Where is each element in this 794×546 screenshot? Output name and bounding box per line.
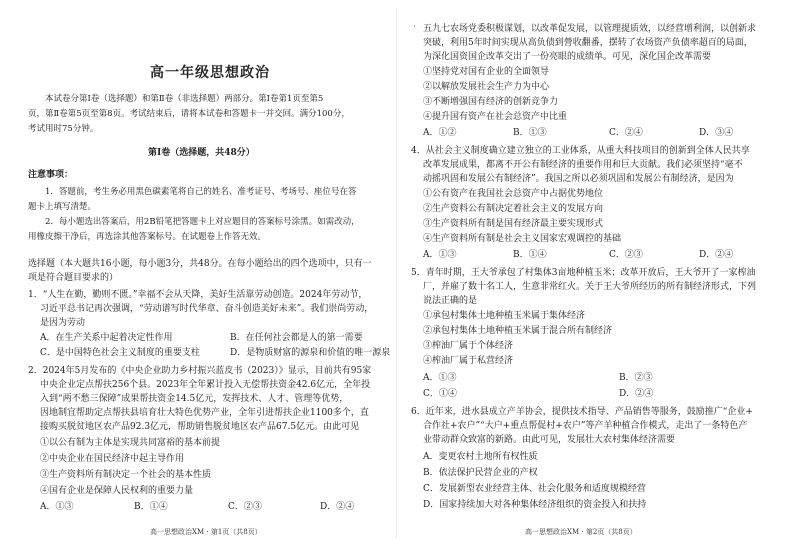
q2-item-4: ④国有企业是保障人民权利的重要力量 <box>40 486 194 496</box>
q3-item-4: ④提升国有资产在社会总资产中比重 <box>423 112 568 122</box>
q6-option-b: B．依法保护民营企业的产权 <box>423 468 538 478</box>
q4-option-d: D．②④ <box>699 250 734 260</box>
q5-option-b: B．②③ <box>619 373 653 383</box>
q2-line-2: 中央企业定点帮扶256个县。2023年全年累计投入无偿帮扶资金42.6亿元，全年投 <box>40 380 371 390</box>
q2-line-5: 接购买脱贫地区农产品92.3亿元，帮助销售脱贫地区农产品67.5亿元。由此可见 <box>40 422 360 432</box>
q6-line-1: 6．近年来，进水县成立产羊协会，提供技术指导、产品销售等服务，鼓励推广“企业+ <box>411 407 753 417</box>
continuation-dot: · <box>413 22 416 32</box>
intro-line-2: 页，第Ⅱ卷第5页至第8页。考试结束后，请将本试卷和答题卡一并交回。满分100分， <box>28 109 350 119</box>
q4-item-3: ③生产资料所有制是国有经济最主要实现形式 <box>423 219 604 229</box>
q6-option-a: A．变更农村土地所有权性质 <box>423 452 538 462</box>
q4-option-c: C．②③ <box>609 250 643 260</box>
choice-intro-1: 选择题（本大题共16小题，每小题3分，共48分。在每小题给出的四个选项中，只有一 <box>28 259 372 269</box>
q4-line-3: 动摇巩固和发展公有制经济”。我国之所以必须巩固和发展公有制经济，是因为 <box>423 174 734 184</box>
q5-item-3: ③榨油厂属于个体经济 <box>423 341 514 351</box>
q5-item-2: ②承包村集体土地种植玉米属于混合所有制经济 <box>423 326 613 336</box>
page-footer-right: 高一思想政治XM · 第2页（共8页） <box>525 528 637 536</box>
q1-line-1: 1．“人生在勤，勤则不匮。”幸福不会从天降，美好生活靠劳动创造。2024年劳动节， <box>28 290 368 300</box>
q3-item-2: ②以解放发展社会生产力为中心 <box>423 82 550 92</box>
q4-option-b: B．①④ <box>513 250 547 260</box>
q1-option-b: B．在任何社会都是人的第一需要 <box>230 333 363 343</box>
q3-option-c: C．②④ <box>609 128 643 138</box>
q6-option-c: C．发展新型农业经营主体、社会化服务和适度规模经营 <box>423 484 646 494</box>
section-title: 第Ⅰ卷（选择题，共48分） <box>148 148 255 158</box>
q3-option-d: D．③④ <box>699 128 734 138</box>
q6-line-2: 合作社+农户”“大户+重点帮促村+农户”等产羊种植合作模式，走出了一条特色产 <box>423 421 748 431</box>
q5-line-1: 5．青年时期，王大爷承包了村集体3亩地种植玉米；改革开放后，王大爷开了一家榨油 <box>411 268 756 278</box>
intro-line-3: 考试用时75分钟。 <box>28 124 99 134</box>
q3-option-b: B．①③ <box>513 128 547 138</box>
q3-line-1: 五九七农场党委积极谋划，以改革促发展，以管理提质效，以经营增利润，以创新求 <box>423 24 757 34</box>
page-footer-left: 高一思想政治XM · 第1页（共8页） <box>150 528 262 536</box>
q3-line-2: 突破，利用5年时间实现从高负债到營收翻番，摆转了农场资产负债率超百的局面， <box>423 38 753 48</box>
q2-line-1: 2．2024年5月发布的《中央企业助力乡村振兴蓝皮书（2023）》显示，目前共有95家 <box>28 366 372 376</box>
q5-option-d: D．②④ <box>619 389 654 399</box>
q2-item-2: ②中央企业在国民经济中起主导作用 <box>40 454 185 464</box>
q5-option-a: A．①③ <box>423 373 457 383</box>
q2-item-3: ③生产资料所有制决定一个社会的基本性质 <box>40 470 212 480</box>
q5-line-2: 厂，并雇了数十名工人，生意非常红火。关于王大爷所经历的所有制经济形式，下列 <box>423 282 757 292</box>
intro-line-1: 本试卷分第Ⅰ卷（选择题）和第Ⅱ卷（非选择题）两部分。第Ⅰ卷第1页至第5 <box>45 94 324 104</box>
q2-option-a: A．①③ <box>40 502 74 512</box>
q2-option-c: C．②③ <box>228 502 262 512</box>
q4-item-2: ②生产资料公有制决定着社会主义的发展方向 <box>423 204 604 214</box>
q4-item-1: ①公有资产在我国社会总资产中占据优势地位 <box>423 189 604 199</box>
q4-option-a: A．①③ <box>423 250 457 260</box>
q6-line-3: 业带动群众致富的新路。由此可见，发展壮大农村集体经济需要 <box>423 435 676 445</box>
note-line-3: 2．每小题选出答案后，用2B铅笔把答题卡上对应题目的答案标号涂黑。如需改动， <box>45 217 360 227</box>
q3-line-3: 为深化国资国企改革交出了一份亮眼的成绩单。可见，深化国企改革需要 <box>423 52 712 62</box>
note-line-4: 用橡皮擦干净后，再选涂其他答案标号。在试题卷上作答无效。 <box>28 232 267 242</box>
choice-intro-2: 项是符合题目要求的） <box>28 273 119 283</box>
notes-title: 注意事项： <box>28 170 74 180</box>
right-column <box>397 0 794 546</box>
q5-option-c: C．①④ <box>423 389 457 399</box>
q1-option-a: A．在生产关系中起着决定性作用 <box>40 333 173 343</box>
q2-line-4: 因地制宜帮助定点帮扶县培育壮大特色优势产业，全年引进帮扶企业1100多个，直 <box>40 408 369 418</box>
q1-option-c: C．是中国特色社会主义制度的重要支柱 <box>40 348 200 358</box>
q3-option-a: A．①② <box>423 128 457 138</box>
q3-item-3: ③不断增强国有经济的创新竞争力 <box>423 97 559 107</box>
q1-line-3: 是因为劳动 <box>40 318 86 328</box>
q3-item-1: ①坚持党对国有企业的全面领导 <box>423 67 550 77</box>
q1-option-d: D．是物质财富的源泉和价值的唯一源泉 <box>230 348 391 358</box>
q4-line-2: 改革发展成果，都离不开公有制经济的重要作用和巨大贡献。我们必须坚持“毫不 <box>423 160 743 170</box>
q5-item-4: ④榨油厂属于私营经济 <box>423 356 514 366</box>
exam-title: 高一年级思想政治 <box>150 65 270 81</box>
q5-item-1: ①承包村集体土地种植玉米属于集体经济 <box>423 311 586 321</box>
q4-item-4: ④生产资料所有制是社会主义国家宏观调控的基础 <box>423 234 622 244</box>
note-line-1: 1．答题前，考生务必用黑色碳素笔将自己的姓名、准考证号、考场号、座位号在答 <box>45 187 357 197</box>
q5-line-3: 说法正确的是 <box>423 296 478 306</box>
q1-line-2: 习近平总书记再次强调，“劳动谱写时代华章、奋斗创造美好未来”。我们崇尚劳动， <box>40 304 374 314</box>
note-line-2: 题卡上填写清楚。 <box>28 202 97 212</box>
q2-option-b: B．①④ <box>134 502 168 512</box>
q6-option-d: D．国家持续加大对各种集体经济组织的资金投入和扶持 <box>423 500 647 510</box>
q2-option-d: D．②④ <box>320 502 355 512</box>
q2-item-1: ①以公有制为主体是实现共同富裕的基本前提 <box>40 438 221 448</box>
q2-line-3: 入到“两不愁三保障”成果帮扶资金14.5亿元，发挥技术、人才、管理等优势， <box>40 394 349 404</box>
q4-line-1: 4．从社会主义制度确立建立独立的工业体系，从重大科技项目的创新到全体人民共享 <box>411 146 750 156</box>
